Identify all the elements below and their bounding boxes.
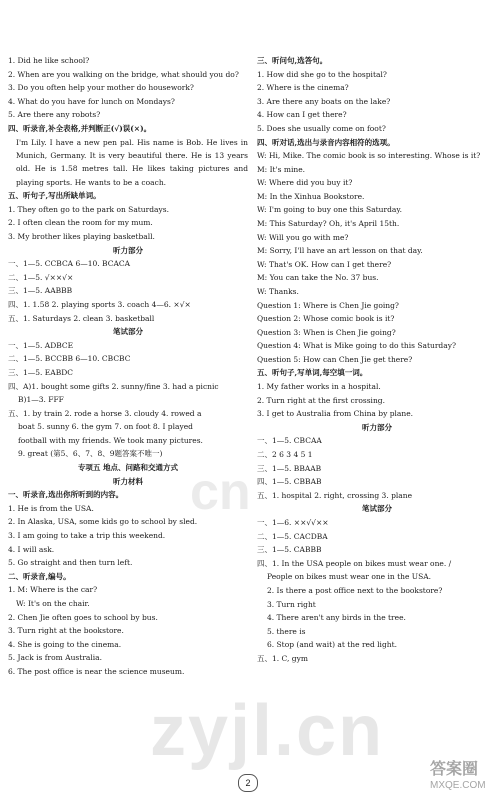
text-line: W: Thanks. (257, 286, 299, 296)
text-line: W: Where did you buy it? (257, 178, 353, 188)
text-line: 4. I will ask. (8, 544, 55, 554)
text-line: 2. Where is the cinema? (257, 83, 349, 93)
text-line: 四、1. 1.58 2. playing sports 3. coach 4—6. ×√× (8, 299, 191, 309)
text-line: W: It's on the chair. (16, 599, 90, 608)
text-line: football with my friends. We took many pictures. (18, 435, 203, 445)
text-line: 4. There aren't any birds in the tree. (267, 613, 406, 623)
text-line: 4. She is going to the cinema. (8, 639, 122, 649)
text-line: 3. My brother likes playing basketball. (8, 231, 155, 241)
text-line: 三、1—5. CABBB (257, 545, 322, 555)
text-line: 5. Does she usually come on foot? (257, 123, 386, 133)
text-line: 3. Turn right (267, 599, 316, 609)
text-line: 四、A)1. bought some gifts 2. sunny/fine 3. had a picnic (8, 381, 219, 391)
text-line: 五、1. hospital 2. right, crossing 3. plane (257, 490, 413, 500)
part-heading: 听力部分 (362, 422, 392, 432)
part-heading: 笔试部分 (113, 327, 143, 337)
text-line: 4. What do you have for lunch on Mondays? (8, 96, 175, 106)
text-line: 3. Turn right at the bookstore. (8, 626, 124, 636)
page-number: 2 (238, 774, 258, 792)
text-line: 6. Stop (and wait) at the red light. (267, 640, 397, 650)
section-heading: 五、听句子,写出所缺单词。 (8, 191, 101, 201)
text-line: boat 5. sunny 6. the gym 7. on foot 8. I played (18, 422, 193, 432)
text-line: I'm Lily. I have a new pen pal. His name is Bob. He lives in Munich, Germany. It is very beautiful there. He is 13 years old. He is 1.58 metres tall. He likes taking pictures and playing sports. He wants to be a coach. (16, 137, 248, 187)
part-heading: 听力部分 (113, 245, 143, 255)
text-line: 9. great (第5、6、7、8、9题答案不唯一) (18, 449, 163, 459)
text-line: Question 2: Whose comic book is it? (257, 314, 395, 324)
text-line: 5. Are there any robots? (8, 110, 101, 120)
part-heading: 听力材料 (113, 476, 143, 486)
section-heading: 五、听句子,写单词,每空填一词。 (257, 368, 368, 378)
text-line: M: Sorry, I'll have an art lesson on that day. (257, 246, 423, 256)
text-line: 5. Jack is from Australia. (8, 653, 102, 663)
text-line: Question 4: What is Mike going to do this Saturday? (257, 341, 456, 351)
text-line: 二、1—5. BCCBB 6—10. CBCBC (8, 354, 131, 364)
text-line: 3. I get to Australia from China by plane. (257, 409, 414, 419)
text-line: 三、1—5. EABDC (8, 367, 73, 377)
text-line: 1. They often go to the park on Saturdays. (8, 204, 169, 214)
section-heading: 一、听录音,选出你所听到的内容。 (8, 490, 124, 500)
text-line: 6. The post office is near the science museum. (8, 666, 185, 676)
text-line: B)1—3. FFF (18, 395, 64, 405)
text-line: 一、1—6. ××√√×× (257, 518, 329, 527)
text-line: 2. Turn right at the first crossing. (257, 395, 385, 405)
text-line: W: I'm going to buy one this Saturday. (257, 205, 402, 215)
text-line: 三、1—5. BBAAB (257, 463, 322, 473)
text-line: 五、1. C, gym (257, 653, 308, 663)
section-heading: 三、听问句,选答句。 (257, 56, 328, 65)
watermark-cn: cn (190, 463, 251, 521)
text-line: W: Hi, Mike. The comic book is so interesting. Whose is it? (257, 151, 481, 161)
text-line: 三、1—5. AABBB (8, 286, 73, 296)
text-line: 一、1—5. CCBCA 6—10. BCACA (8, 259, 131, 269)
part-heading: 专项五 地点、问路和交通方式 (77, 463, 179, 473)
text-line: 1. How did she go to the hospital? (257, 69, 387, 79)
text-line: Question 3: When is Chen Jie going? (257, 327, 396, 337)
text-line: People on bikes must wear one in the USA. (267, 572, 432, 582)
section-heading: 四、听对话,选出与录音内容相符的选项。 (257, 137, 395, 147)
text-line: 一、1—5. CBCAA (257, 436, 322, 446)
text-line: 1. My father works in a hospital. (257, 382, 381, 392)
corner-logo-sub: MXQE.COM (430, 780, 486, 791)
text-line: 2. When are you walking on the bridge, what should you do? (8, 69, 239, 79)
text-line: 1. He is from the USA. (8, 503, 94, 513)
text-line: Question 1: Where is Chen Jie going? (257, 300, 399, 310)
corner-logo-main: 答案圈 (430, 761, 479, 778)
text-line: Question 5: How can Chen Jie get there? (257, 354, 413, 364)
part-heading: 笔试部分 (362, 504, 392, 514)
text-line: 2. I often clean the room for my mum. (8, 218, 153, 228)
text-line: W: That's OK. How can I get there? (257, 259, 392, 269)
left-column (8, 54, 248, 679)
text-line: 2. Is there a post office next to the bookstore? (267, 585, 443, 595)
text-line: M: You can take the No. 37 bus. (257, 273, 379, 283)
text-line: M: In the Xinhua Bookstore. (257, 191, 365, 201)
text-line: 五、1. Saturdays 2. clean 3. basketball (8, 313, 155, 323)
text-line: 四、1. In the USA people on bikes must wear one. / (257, 558, 452, 568)
section-heading: 二、听录音,编号。 (8, 571, 71, 581)
text-line: M: This Saturday? Oh, it's April 15th. (257, 218, 400, 228)
text-line: 1. Did he like school? (8, 56, 90, 65)
text-line: 3. Do you often help your mother do housework? (8, 83, 194, 93)
corner-logo (430, 760, 494, 796)
text-line: M: It's mine. (257, 164, 306, 174)
watermark-site: zyjl.cn (150, 691, 385, 771)
text-line: 一、1—5. ADBCE (8, 340, 74, 350)
text-line: 四、1—5. CBBAB (257, 477, 322, 487)
section-heading: 四、听录音,补全表格,并判断正(√)误(×)。 (8, 123, 152, 133)
text-line: 二、1—5. √××√× (8, 272, 74, 282)
text-line: W: Will you go with me? (257, 232, 349, 242)
right-column (257, 54, 497, 666)
text-line: 五、1. by train 2. rode a horse 3. cloudy 4. rowed a (8, 408, 202, 418)
text-line: 1. M: Where is the car? (8, 585, 98, 595)
text-line: 4. How can I get there? (257, 110, 347, 120)
text-line: 5. there is (267, 626, 306, 636)
text-line: 3. Are there any boats on the lake? (257, 96, 391, 106)
text-line: 2. Chen Jie often goes to school by bus. (8, 612, 158, 622)
text-line: 5. Go straight and then turn left. (8, 558, 133, 568)
text-line: 3. I am going to take a trip this weekend. (8, 531, 166, 541)
text-line: 二、2 6 3 4 5 1 (257, 450, 313, 460)
text-line: 二、1—5. CACDBA (257, 531, 328, 541)
text-line: 2. In Alaska, USA, some kids go to school by sled. (8, 517, 198, 527)
